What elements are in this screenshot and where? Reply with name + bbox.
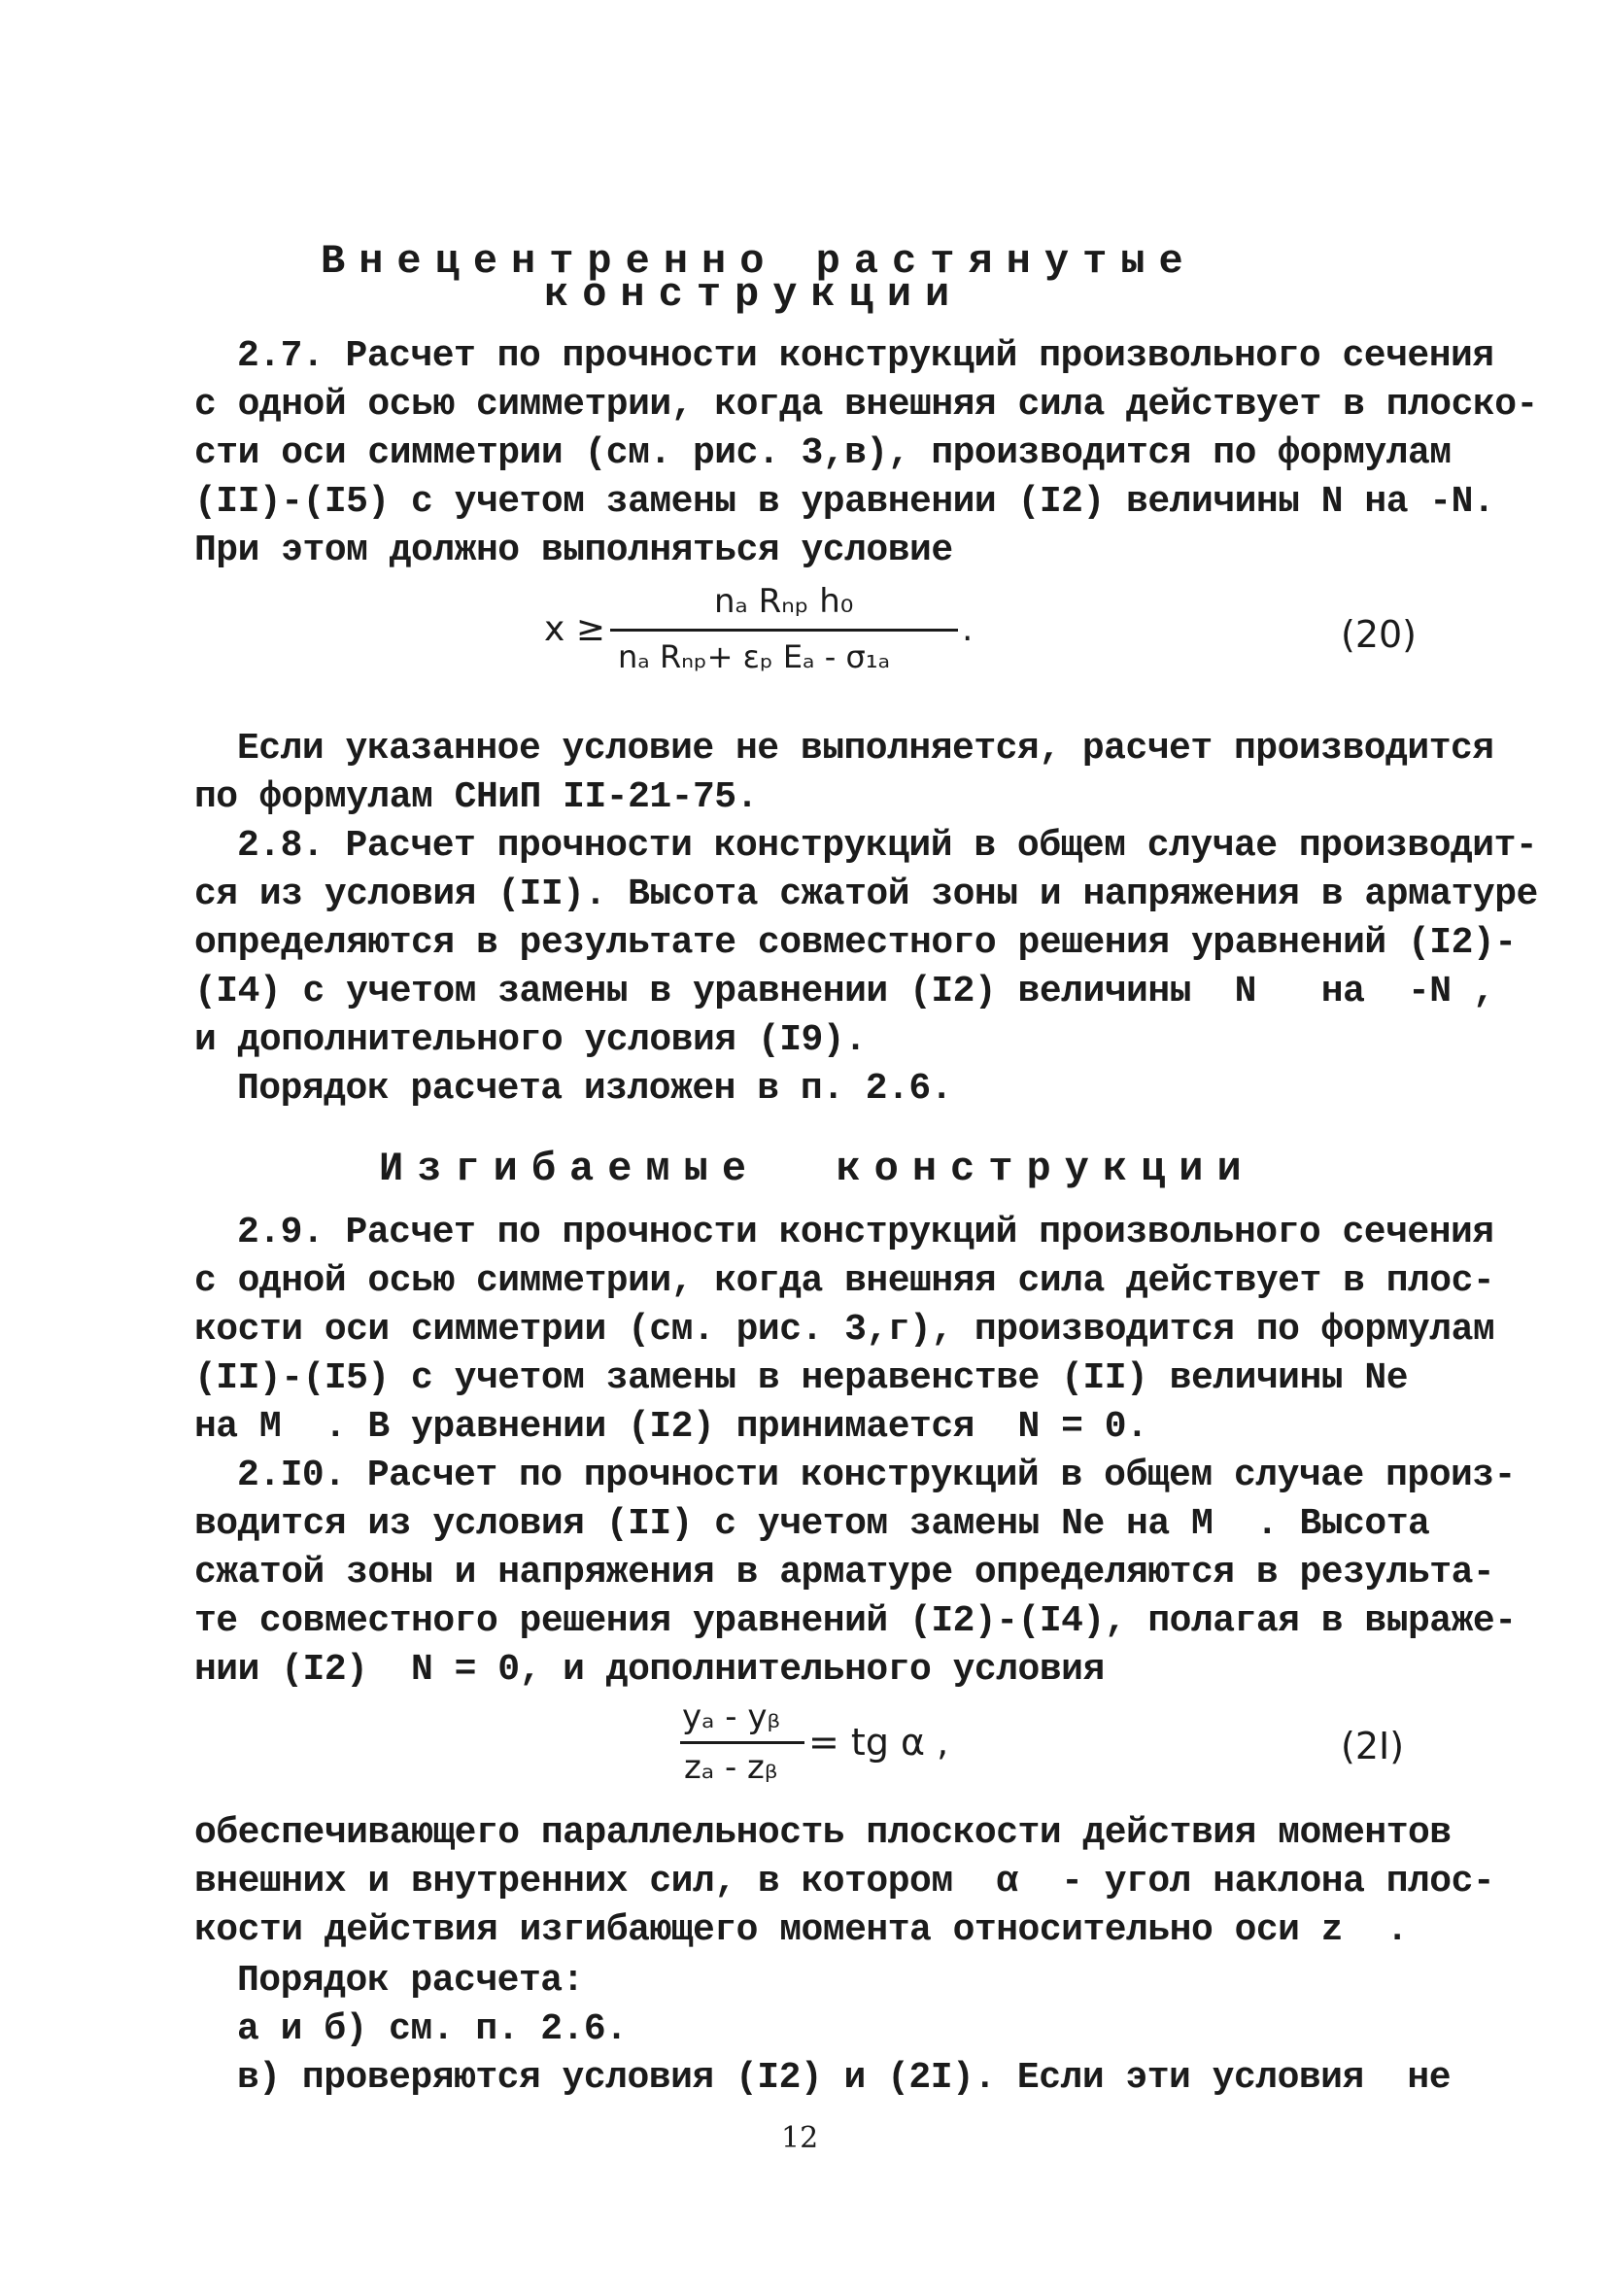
text-line: 2.9. Расчет по прочности конструкций произвольного сечения <box>237 1212 1494 1253</box>
text-line: те совместного решения уравнений (I2)-(I4), полагая в выраже- <box>194 1600 1517 1642</box>
eq21-fraction-bar <box>680 1741 804 1744</box>
text-line: (I4) с учетом замены в уравнении (I2) величины N на -N , <box>194 971 1495 1012</box>
text-line: (II)-(I5) с учетом замены в неравенстве (II) величины Ne <box>194 1357 1409 1399</box>
text-line: а и б) см. п. 2.6. <box>237 2008 628 2050</box>
text-line: кости действия изгибающего момента относительно оси z . <box>194 1909 1409 1951</box>
eq20-fraction-bar <box>610 629 958 632</box>
page-number: 12 <box>781 2121 819 2155</box>
eq21-number: (2I) <box>1341 1725 1405 1767</box>
eq21-denominator: zₐ - zᵦ <box>684 1748 778 1787</box>
text-line: определяются в результате совместного решения уравнений (I2)- <box>194 922 1517 964</box>
eq20-trail: . <box>962 609 974 649</box>
text-line: 2.7. Расчет по прочности конструкций произвольного сечения <box>237 335 1494 377</box>
text-line: сжатой зоны и напряжения в арматуре определяются в результа- <box>194 1552 1495 1593</box>
text-line: с одной осью симметрии, когда внешняя сила действует в плоско- <box>194 384 1538 426</box>
text-line: Порядок расчета: <box>237 1960 584 2002</box>
text-line: 2.I0. Расчет по прочности конструкций в общем случае произ- <box>237 1455 1516 1496</box>
eq20-denominator: nₐ Rₙₚ+ εₚ Eₐ - σ₁ₐ <box>618 638 891 675</box>
section-title-line2: конструкции <box>544 271 964 318</box>
text-line: ся из условия (II). Высота сжатой зоны и напряжения в арматуре <box>194 874 1538 915</box>
eq21-numerator: yₐ - yᵦ <box>682 1697 781 1736</box>
text-line: с одной осью симметрии, когда внешняя сила действует в плос- <box>194 1260 1495 1302</box>
text-line: сти оси симметрии (см. рис. 3,в), производится по формулам <box>194 432 1452 474</box>
text-line: и дополнительного условия (I9). <box>194 1019 867 1061</box>
section-title-bending: Изгибаемые конструкции <box>379 1146 1255 1192</box>
text-line: 2.8. Расчет прочности конструкций в общем случае производит- <box>237 825 1538 867</box>
text-line: обеспечивающего параллельность плоскости действия моментов <box>194 1812 1452 1854</box>
text-line: Если указанное условие не выполняется, расчет производится <box>237 728 1494 770</box>
eq21-rhs: = tg α , <box>808 1721 949 1764</box>
eq20-number: (20) <box>1341 613 1418 656</box>
text-line: в) проверяются условия (I2) и (2I). Если эти условия не <box>237 2057 1452 2099</box>
eq20-numerator: nₐ Rₙₚ h₀ <box>714 582 854 621</box>
text-line: Порядок расчета изложен в п. 2.6. <box>237 1068 953 1110</box>
text-line: по формулам СНиП II-21-75. <box>194 776 758 818</box>
text-line: на M . В уравнении (I2) принимается N = 0. <box>194 1406 1148 1448</box>
text-line: водится из условия (II) с учетом замены Ne на M . Высота <box>194 1503 1430 1545</box>
text-line: нии (I2) N = 0, и дополнительного условия <box>194 1649 1105 1691</box>
text-line: При этом должно выполняться условие <box>194 530 953 571</box>
text-line: (II)-(I5) с учетом замены в уравнении (I2) величины N на -N. <box>194 481 1495 523</box>
text-line: внешних и внутренних сил, в котором α - угол наклона плос- <box>194 1861 1495 1902</box>
text-line: кости оси симметрии (см. рис. 3,г), производится по формулам <box>194 1309 1495 1351</box>
eq20-lhs: x ≥ <box>544 609 605 649</box>
section-title-line1: Внецентренно растянутые <box>321 238 1197 285</box>
